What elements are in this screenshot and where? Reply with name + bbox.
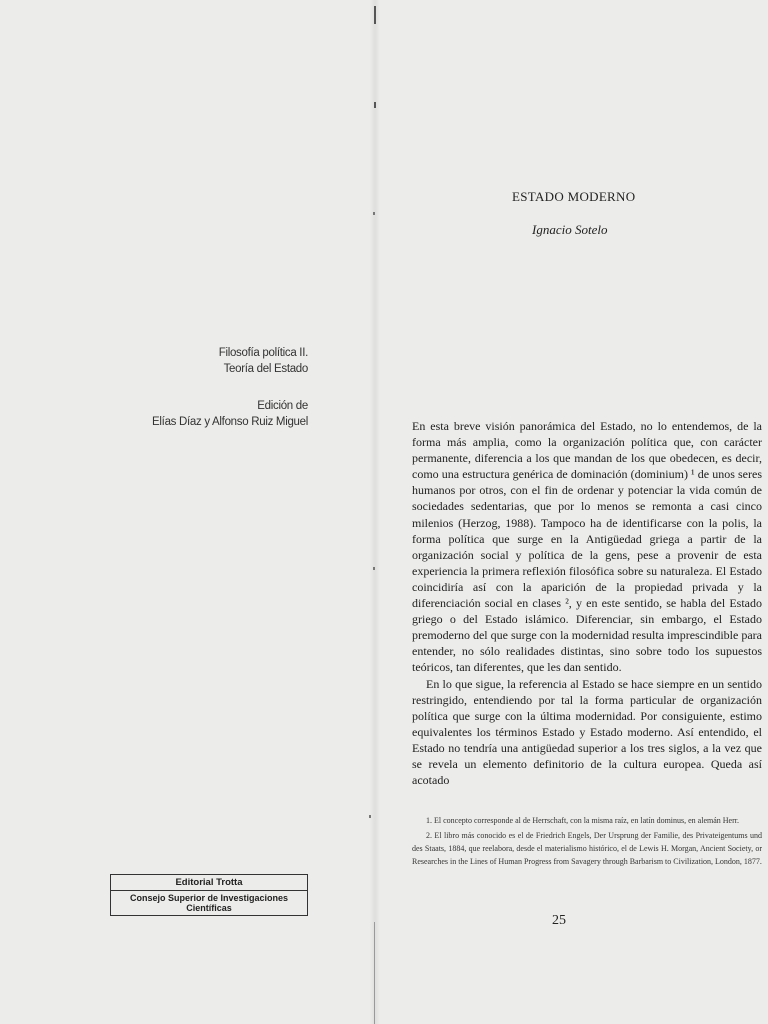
gutter-mark bbox=[374, 6, 376, 24]
edition-line: Edición de bbox=[257, 400, 308, 412]
footnote: 1. El concepto corresponde al de Herrschaft, con la misma raíz, en latín dominus, en alemán Herr. bbox=[426, 816, 739, 825]
left-page bbox=[0, 0, 370, 1024]
series-title bbox=[219, 345, 308, 377]
gutter-mark bbox=[374, 102, 376, 108]
publisher-box bbox=[110, 874, 308, 916]
scan-speck bbox=[373, 212, 375, 215]
publisher-name: Editorial Trotta bbox=[111, 875, 307, 891]
series-line: Filosofía política II. bbox=[218, 347, 308, 359]
gutter-mark bbox=[374, 922, 375, 1024]
footnotes bbox=[412, 814, 762, 870]
series-line: Teoría del Estado bbox=[223, 363, 308, 375]
book-gutter bbox=[370, 0, 380, 1024]
scan-speck bbox=[373, 567, 375, 570]
page-number: 25 bbox=[552, 913, 566, 928]
co-publisher-name: Consejo Superior de Investigaciones Científicas bbox=[129, 893, 289, 913]
author-name: Ignacio Sotelo bbox=[532, 222, 608, 237]
paragraph: En lo que sigue, la referencia al Estado se hace siempre en un sentido restringido, entendiendo por tal la forma particular de organización política que surge con la última modernidad. Por consiguiente, estimo equivalentes los términos Estado y Estado moderno. Así entendido, el Estado no tendría una antigüedad superior a los tres siglos, a la vez que se revela un elemento definitorio de la cultura europea. Queda así acotado bbox=[412, 676, 762, 788]
paragraph: En esta breve visión panorámica del Estado, no lo entendemos, de la forma más amplia, como la organización política que, con carácter permanente, diferencia a los que mandan de los que obedecen, es decir, como una estructura genérica de dominación (dominium) ¹ de unos seres humanos por otros, con el fin de ordenar y potenciar la vida común de sociedades sedentarias, que por lo menos se remonta a casi cinco milenios (Herzog, 1988). Tampoco ha de identificarse con la polis, la forma política que surge en la Antigüedad griega a partir de la organización social y política de la gens, pese a provenir de esta experiencia la primera reflexión filosófica sobre su naturaleza. El Estado coincidiría así con la aparición de la propiedad privada y la diferenciación social en clases ², y en este sentido, se habla del Estado griego o del Estado islámico. Diferenciar, sin embargo, el Estado premoderno del que surge con la modernidad resulta imprescindible para entender, no sólo realidades distintas, sino sobre todo los supuestos teóricos, tan diferentes, que les dan sentido. bbox=[412, 419, 762, 675]
edition-credit bbox=[152, 398, 308, 430]
right-page bbox=[380, 0, 768, 1024]
footnote: 2. El libro más conocido es el de Friedrich Engels, Der Ursprung der Familie, des Privateigentums und des Staats, 1884, que reelabora, desde el materialismo histórico, el de Lewis H. Morgan, Ancient Society, or Researches in the Lines of Human Progress from Savagery through Barbarism to Civilization, London, 1877. bbox=[412, 831, 762, 866]
chapter-title: ESTADO MODERNO bbox=[512, 189, 636, 204]
edition-line: Elías Díaz y Alfonso Ruiz Miguel bbox=[152, 416, 308, 428]
body-text bbox=[412, 418, 762, 788]
